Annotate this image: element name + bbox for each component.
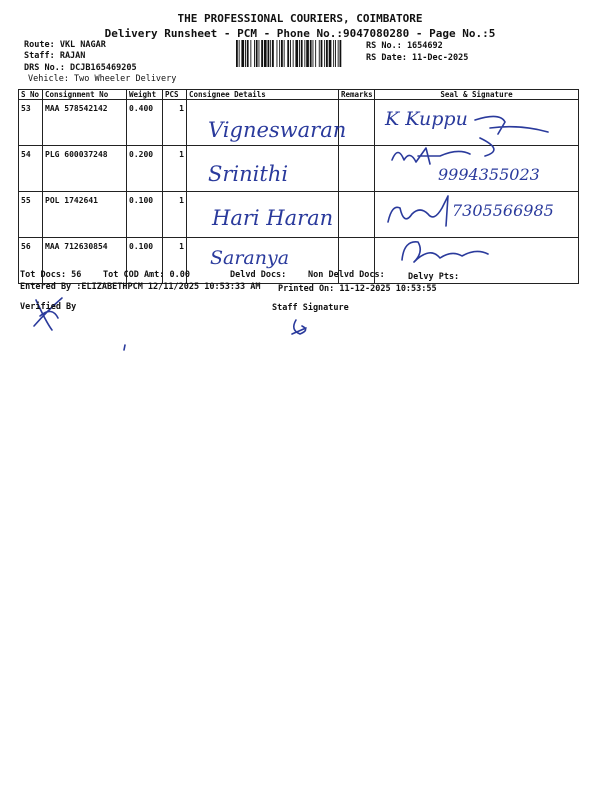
staff-signature-label: Staff Signature xyxy=(272,303,349,313)
cell-pcs: 1 xyxy=(163,238,187,284)
handwritten-phone-number: 7305566985 xyxy=(452,201,554,220)
col-header-weight: Weight xyxy=(127,90,163,100)
cell-consignment: MAA 712630854 xyxy=(43,238,127,284)
cell-consignment: PLG 600037248 xyxy=(43,146,127,192)
verified-by-label: Verified By xyxy=(20,302,77,312)
col-header-pcs: PCS xyxy=(163,90,187,100)
cell-consignment: MAA 578542142 xyxy=(43,100,127,146)
drs-number: DRS No.: DCJB165469205 xyxy=(24,63,137,73)
cell-sno: 53 xyxy=(19,100,43,146)
handwritten-phone-number: 9994355023 xyxy=(438,165,540,184)
rs-date: RS Date: 11-Dec-2025 xyxy=(366,53,469,63)
delivery-points: Delvy Pts: xyxy=(408,272,460,282)
col-header-sno: S No xyxy=(19,90,43,100)
cell-sno: 54 xyxy=(19,146,43,192)
company-title: THE PROFESSIONAL COURIERS, COIMBATORE xyxy=(177,12,423,25)
col-header-seal: Seal & Signature xyxy=(375,90,579,100)
entered-by: Entered By :ELIZABETHPCM 12/11/2025 10:53:33 AM xyxy=(20,282,261,292)
vehicle-label: Vehicle: Two Wheeler Delivery xyxy=(28,74,177,84)
col-header-consignment: Consignment No xyxy=(43,90,127,100)
staff-signature-scribble xyxy=(292,320,306,334)
tot-cod-amount: Tot COD Amt: 0.00 xyxy=(103,270,190,280)
cell-pcs: 1 xyxy=(163,192,187,238)
signature-scribble-56 xyxy=(402,242,488,262)
cell-sno: 56 xyxy=(19,238,43,284)
signature-scribble-54 xyxy=(392,148,470,164)
col-header-remarks: Remarks xyxy=(339,90,375,100)
cell-consignment: POL 1742641 xyxy=(43,192,127,238)
cell-pcs: 1 xyxy=(163,146,187,192)
printed-on: Printed On: 11-12-2025 10:53:55 xyxy=(278,284,437,294)
signature-scribble-53 xyxy=(475,116,548,156)
non-delivered-docs: Non Delvd Docs: xyxy=(308,270,385,280)
handwritten-consignee-name: Vigneswaran xyxy=(208,118,347,142)
handwritten-consignee-name: Srinithi xyxy=(208,162,289,186)
cell-weight: 0.400 xyxy=(127,100,163,146)
tot-docs: Tot Docs: 56 xyxy=(20,270,82,280)
cell-sno: 55 xyxy=(19,192,43,238)
route-label: Route: VKL NAGAR xyxy=(24,40,106,50)
cell-weight: 0.100 xyxy=(127,238,163,284)
handwritten-consignee-name: Saranya xyxy=(210,247,290,269)
handwritten-consignee-name: Hari Haran xyxy=(212,206,334,230)
col-header-consignee: Consignee Details xyxy=(187,90,339,100)
cell-pcs: 1 xyxy=(163,100,187,146)
delivered-docs: Delvd Docs: xyxy=(230,270,287,280)
staff-label: Staff: RAJAN xyxy=(24,51,86,61)
runsheet-subtitle: Delivery Runsheet - PCM - Phone No.:9047080280 - Page No.:5 xyxy=(104,27,496,40)
stray-mark xyxy=(124,345,125,350)
rs-number: RS No.: 1654692 xyxy=(366,41,443,51)
handwritten-signature: K Kuppu xyxy=(385,108,468,130)
cell-weight: 0.200 xyxy=(127,146,163,192)
cell-weight: 0.100 xyxy=(127,192,163,238)
signature-scribble-55 xyxy=(388,196,448,226)
